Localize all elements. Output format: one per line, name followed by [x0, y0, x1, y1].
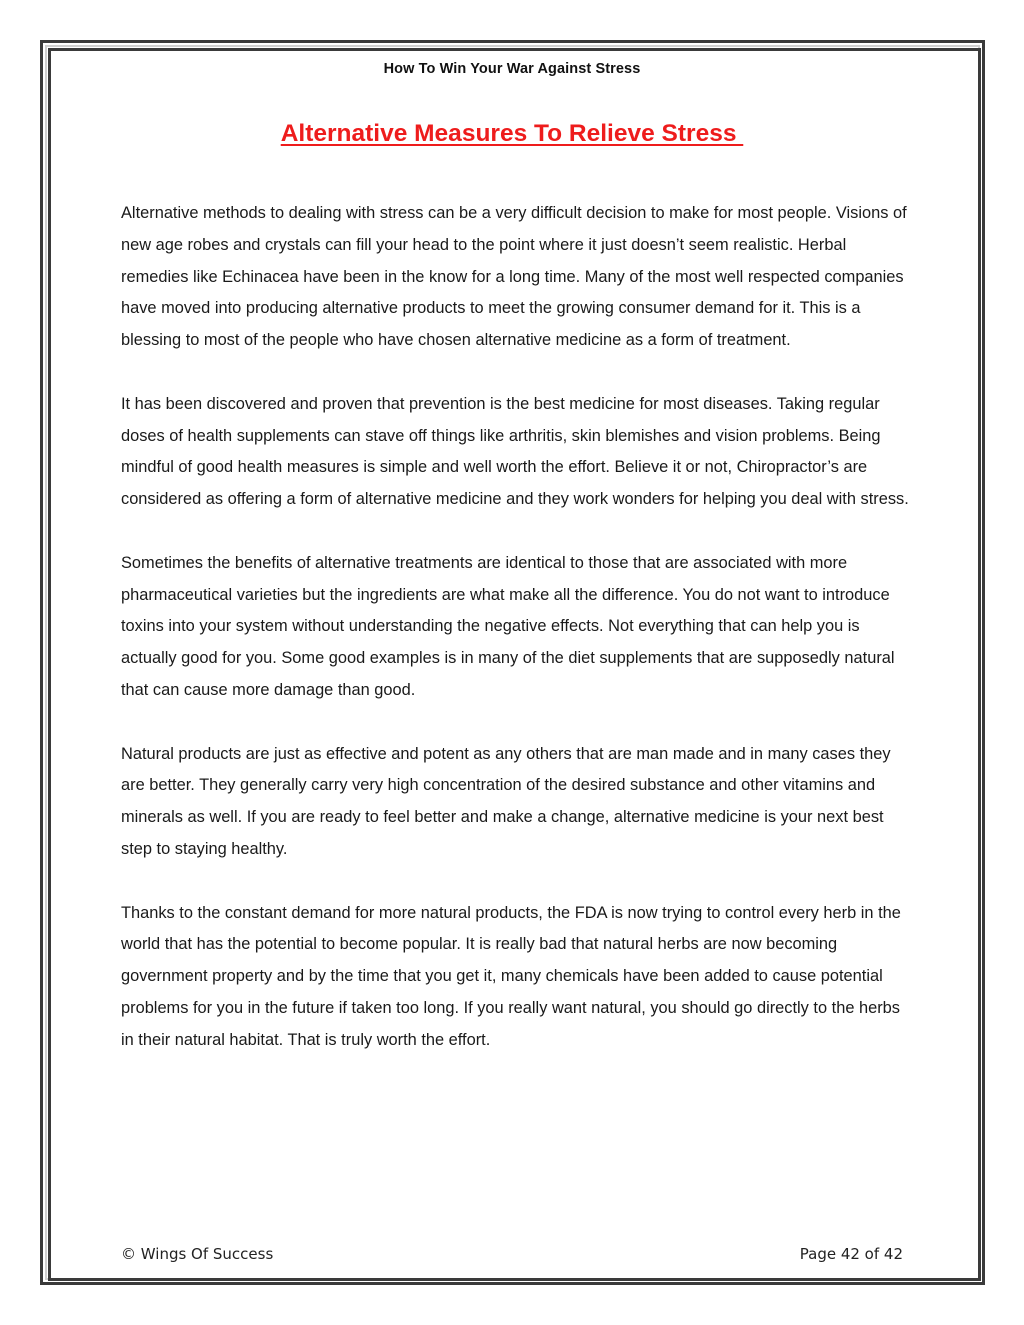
footer-copyright: © Wings Of Success: [121, 1245, 274, 1263]
footer-page-number: Page 42 of 42: [799, 1245, 903, 1263]
article-body: [121, 198, 911, 1088]
paragraph-5: Thanks to the constant demand for more natural products, the FDA is now trying to control every herb in the world that has the potential to become popular. It is really bad that natural herbs are now becoming government property and by the time that you get it, many chemicals have been added to cause potential problems for you in the future if taken too long. If you really want natural, you should go directly to the herbs in their natural habitat. That is truly worth the effort.: [121, 903, 901, 1049]
running-header: How To Win Your War Against Stress: [383, 61, 641, 77]
paragraph-1: Alternative methods to dealing with stress can be a very difficult decision to make for most people. Visions of new age robes and crystals can fill your head to the point where it just doesn’t seem realistic. Herbal remedies like Echinacea have been in the know for a long time. Many of the most well respected companies have moved into producing alternative products to meet the growing consumer demand for it. This is a blessing to most of the people who have chosen alternative medicine as a form of treatment.: [121, 204, 907, 350]
paragraph-4: Natural products are just as effective and potent as any others that are man made and in many cases they are better. They generally carry very high concentration of the desired substance and other vitamins and minerals as well. If you are ready to feel better and make a change, alternative medicine is your next best step to staying healthy.: [121, 744, 891, 858]
paragraph-2: It has been discovered and proven that prevention is the best medicine for most diseases. Taking regular doses of health supplements can stave off things like arthritis, skin blemishes and vision problems. Being mindful of good health measures is simple and well worth the effort. Believe it or not, Chiropractor’s are considered as offering a form of alternative medicine and they work wonders for helping you deal with stress.: [121, 394, 909, 509]
page-title: Alternative Measures To Relieve Stress: [280, 120, 744, 147]
paragraph-3: Sometimes the benefits of alternative treatments are identical to those that are associated with more pharmaceutical varieties but the ingredients are what make all the difference. You do not want to introduce toxins into your system without understanding the negative effects. Not everything that can help you is actually good for you. Some good examples is in many of the diet supplements that are supposedly natural that can cause more damage than good.: [121, 553, 895, 699]
